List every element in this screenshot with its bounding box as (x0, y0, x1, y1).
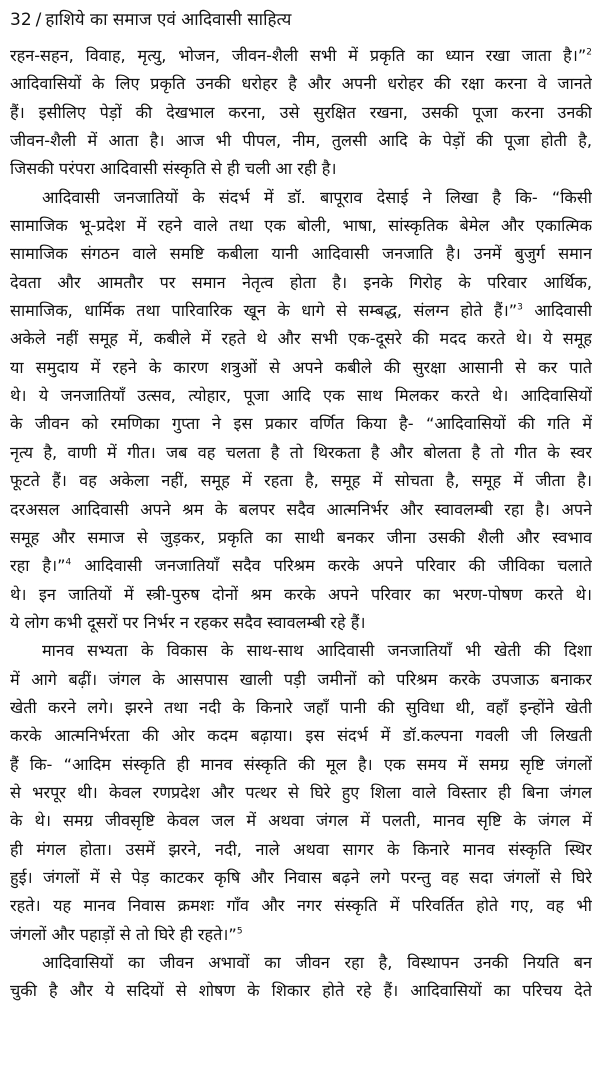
text-line: जिसकी परंपरा आदिवासी संस्कृति से ही चली आ रही है। (10, 159, 337, 179)
text-line: से भरपूर थी। केवल रणप्रदेश और पत्थर से घिरे हुए शिला वाले विस्तार ही बिना जंगल (10, 782, 592, 802)
text-line: हैं कि- “आदिम संस्कृति ही मानव संस्कृति की मूल है। एक समय में समग्र सृष्टि जंगलों (10, 754, 592, 774)
running-head (10, 6, 592, 34)
text-line: या समुदाय में रहने के कारण शत्रुओं से अपने कबीले की सुरक्षा आसानी से कर पाते (10, 357, 592, 377)
text-line: हुई। जंगलों में से पेड़ काटकर कृषि और निवास बढ़ने लगे परन्तु वह सदा जंगलों से घिरे (10, 867, 592, 887)
text-line: के थे। समग्र जीवसृष्टि केवल जल में अथवा जंगल में पलती, मानव सृष्टि के जंगल में (10, 811, 592, 831)
text-line: सामाजिक, धार्मिक तथा पारिवारिक खून के धागे से सम्बद्ध, संलग्न होते हैं।”$^3$ आदिवासी (10, 301, 592, 321)
footnote-ref: 2 (586, 47, 592, 58)
text-line: जंगलों और पहाड़ों से तो घिरे ही रहते।”$^5$ (10, 924, 243, 944)
text-line: नृत्य है, वाणी में गीत। जब वह चलता है तो थिरकता है और बोलता है तो गीत के स्वर (10, 442, 592, 462)
text-line: देवता और आमतौर पर समान नेतृत्व होता है। इनके गिरोह के परिवार आर्थिक, (10, 272, 592, 292)
text-line: हैं। इसीलिए पेड़ों की देखभाल करना, उसे सुरक्षित रखना, उसकी पूजा करना उनकी (10, 102, 592, 122)
header-separator: / (35, 10, 42, 30)
text-line: आदिवासियों का जीवन अभावों का जीवन रहा है, विस्थापन उनकी नियति बन (42, 953, 592, 972)
text-line: रहा है।”$^4$ आदिवासी जनजातियाँ सदैव परिश्रम करके अपने परिवार की जीविका चलाते (10, 556, 592, 576)
text-line: खेती करने लगे। झरने तथा नदी के किनारे जहाँ पानी की सुविधा थी, वहाँ इन्होंने खेती (10, 697, 592, 717)
text-line: चुकी है और ये सदियों से शोषण के शिकार होते रहे हैं। आदिवासियों का परिचय देते (10, 981, 592, 1001)
text-line: समूह और समाज से जुड़कर, प्रकृति का साथी बनकर जीना उसकी शैली और स्वभाव (10, 527, 592, 547)
text-line: ही मंगल होता। उसमें झरने, नदी, नाले अथवा सागर के किनारे मानव संस्कृति स्थिर (10, 839, 592, 859)
text-line: आदिवासियों के लिए प्रकृति उनकी धरोहर है और अपनी धरोहर की रक्षा करना वे जानते (10, 74, 592, 94)
text-line: मानव सभ्यता के विकास के साथ-साथ आदिवासी जनजातियाँ भी खेती की दिशा (42, 641, 592, 661)
text-line: जीवन-शैली में आता है। आज भी पीपल, नीम, तुलसी आदि के पेड़ों की पूजा होती है, (10, 131, 592, 151)
text-line: थे। ये जनजातियाँ उत्सव, त्योहार, पूजा आदि एक साथ मिलकर करते थे। आदिवासियों (10, 386, 592, 406)
text-line: ये लोग कभी दूसरों पर निर्भर न रहकर सदैव स्वावलम्बी रहे हैं। (10, 612, 366, 632)
text-line: में आगे बढ़ीं। जंगल के आसपास खाली पड़ी जमीनों को परिश्रम करके उपजाऊ बनाकर (10, 669, 592, 689)
text-line: सामाजिक संगठन वाले समष्टि कबीला यानी आदिवासी जनजाति है। उनमें बुजुर्ग समान (10, 244, 592, 264)
text-line: आदिवासी जनजातियों के संदर्भ में डॉ. बापूराव देसाई ने लिखा है कि- “किसी (42, 187, 592, 207)
body-text (10, 42, 592, 1006)
text-line: दरअसल आदिवासी अपने श्रम के बलपर सदैव आत्मनिर्भर और स्वावलम्बी रहा है। अपने (10, 499, 592, 519)
page-number: 32 (10, 10, 32, 30)
text-line: थे। इन जातियों में स्त्री-पुरुष दोनों श्रम करके अपने परिवार का भरण-पोषण करते थे। (10, 584, 592, 604)
footnote-ref: 5 (236, 926, 243, 937)
text-line: रहन-सहन, विवाह, मृत्यु, भोजन, जीवन-शैली सभी में प्रकृति का ध्यान रखा जाता है।”$^2$ (10, 46, 592, 65)
text-line: के जीवन को रमणिका गुप्ता ने इस प्रकार वर्णित किया है- “आदिवासियों की गति में (10, 414, 592, 434)
text-line: सामाजिक भू-प्रदेश में रहने वाले तथा एक बोली, भाषा, सांस्कृतिक बेमेल और एकात्मिक (10, 216, 592, 236)
footnote-ref: 3 (517, 302, 523, 313)
book-title: हाशिये का समाज एवं आदिवासी साहित्य (45, 10, 292, 30)
footnote-ref: 4 (65, 557, 72, 568)
text-line: अकेले नहीं समूह में, कबीले में रहते थे और सभी एक-दूसरे की मदद करते थे। ये समूह (10, 329, 592, 349)
text-line: फूटते हैं। वह अकेला नहीं, समूह में रहता है, समूह में सोचता है, समूह में जीता है। (10, 471, 592, 491)
text-line: करके आत्मनिर्भरता की ओर कदम बढ़ाया। इस संदर्भ में डॉ.कल्पना गवली जी लिखती (10, 726, 592, 746)
text-line: रहते। यह मानव निवास क्रमशः गाँव और नगर संस्कृति में परिवर्तित होते गए, वह भी (10, 896, 592, 916)
